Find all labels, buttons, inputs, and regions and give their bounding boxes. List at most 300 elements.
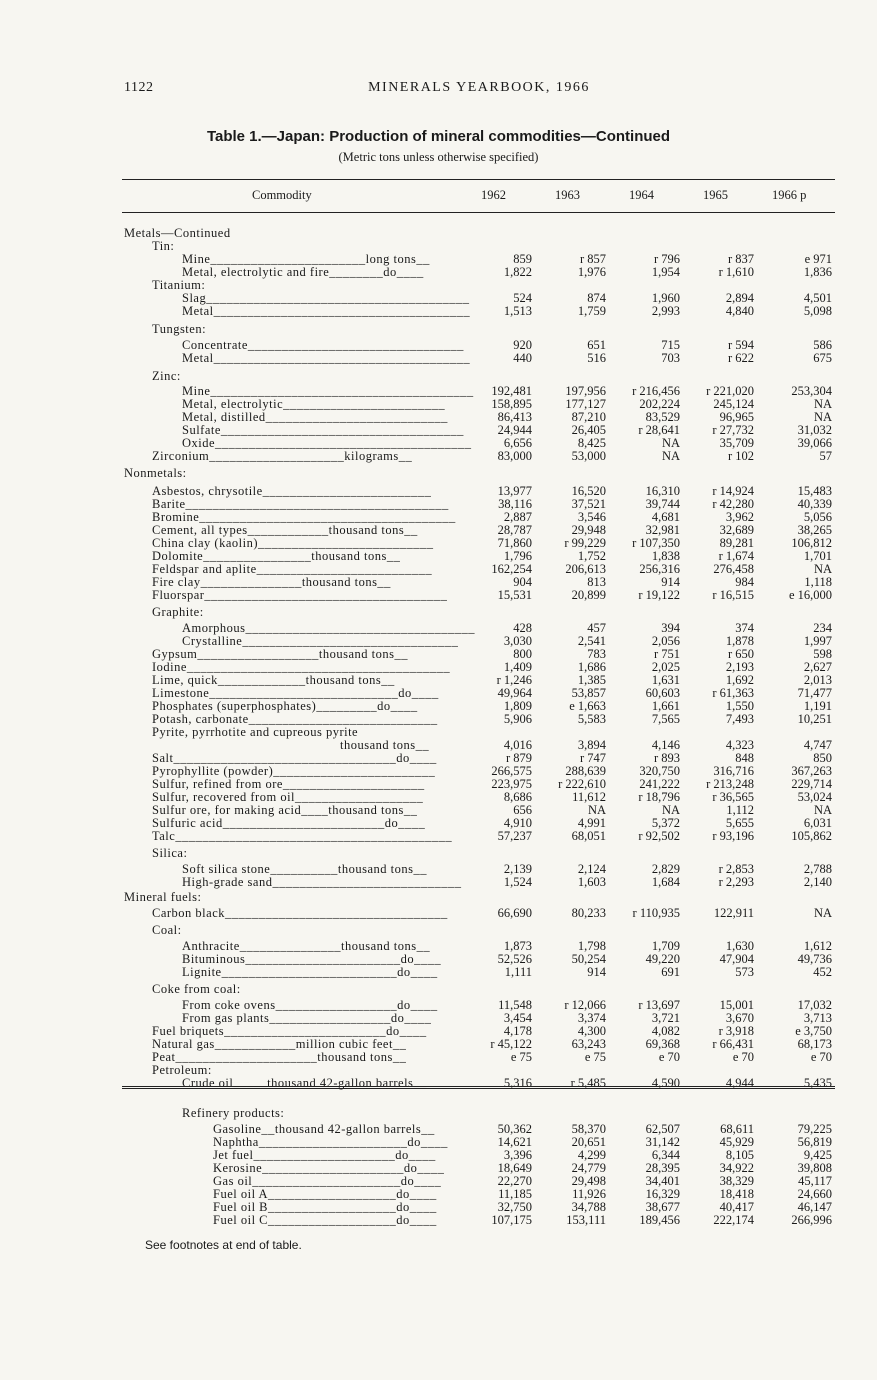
row-label: Gas oil______________________do____ (213, 1174, 442, 1188)
cell-1962: 50,362 (497, 1122, 532, 1136)
cell-1963: 1,976 (577, 265, 606, 279)
cell-1962: 4,178 (503, 1024, 532, 1038)
cell-1966p: 4,747 (803, 738, 832, 752)
cell-1963: 651 (587, 338, 606, 352)
cell-1962: 800 (513, 647, 532, 661)
cell-1963: 1,385 (577, 673, 606, 687)
section-heading-row (0, 323, 877, 336)
cell-1965: 1,550 (725, 699, 754, 713)
row-label: Refinery products: (182, 1106, 285, 1120)
section-heading-row (0, 606, 877, 619)
cell-1966p: 46,147 (797, 1200, 832, 1214)
cell-1965: r 213,248 (706, 777, 754, 791)
cell-1962: 920 (513, 338, 532, 352)
row-label: Nonmetals: (124, 466, 187, 480)
cell-1965: 45,929 (719, 1135, 754, 1149)
row-label: Potash, carbonate____________________________ (152, 712, 438, 726)
cell-1962: 107,175 (491, 1213, 532, 1227)
cell-1964: 715 (661, 338, 680, 352)
row-label: Carbon black_________________________________ (152, 906, 448, 920)
cell-1962: 86,413 (497, 410, 532, 424)
cell-1963: 63,243 (571, 1037, 606, 1051)
cell-1965: r 622 (727, 351, 754, 365)
cell-1966p: NA (813, 397, 832, 411)
cell-1964: 3,721 (651, 1011, 680, 1025)
page-number: 1122 (124, 80, 154, 95)
row-label: Fuel briquets________________________do____ (152, 1024, 427, 1038)
cell-1962: 4,910 (503, 816, 532, 830)
cell-1963: e 75 (584, 1050, 606, 1064)
cell-1966p: 1,836 (803, 265, 832, 279)
cell-1964: 4,590 (651, 1076, 680, 1090)
section-heading-row (0, 924, 877, 937)
cell-1966p: 1,191 (803, 699, 832, 713)
cell-1964: 62,507 (645, 1122, 680, 1136)
cell-1963: 1,798 (577, 939, 606, 953)
cell-1966p: 15,483 (797, 484, 832, 498)
cell-1966p: 5,435 (803, 1076, 832, 1090)
row-label: Kerosine_____________________do____ (213, 1161, 445, 1175)
row-label: Sulfur, recovered from oil___________________ (152, 790, 424, 804)
cell-1962: 2,887 (503, 510, 532, 524)
row-label: Crystalline________________________________ (182, 634, 459, 648)
row-label: Jet fuel_____________________do____ (213, 1148, 436, 1162)
cell-1963: 1,686 (577, 660, 606, 674)
cell-1966p: 39,066 (797, 436, 832, 450)
cell-1964: 2,025 (651, 660, 680, 674)
row-label: Metal, electrolytic________________________ (182, 397, 446, 411)
cell-1966p: 56,819 (797, 1135, 832, 1149)
cell-1964: 7,565 (651, 712, 680, 726)
cell-1962: 38,116 (498, 497, 532, 511)
cell-1965: r 594 (727, 338, 754, 352)
cell-1963: 288,639 (565, 764, 606, 778)
row-label: Anthracite_______________thousand tons__ (182, 939, 431, 953)
row-label: Zinc: (152, 369, 181, 383)
row-label: Mineral fuels: (124, 890, 202, 904)
cell-1962: 5,906 (503, 712, 532, 726)
cell-1965: 245,124 (713, 397, 754, 411)
cell-1966p: 24,660 (797, 1187, 832, 1201)
cell-1965: 1,878 (725, 634, 754, 648)
cell-1966p: NA (813, 410, 832, 424)
row-label: Oxide______________________________________ (182, 436, 472, 450)
cell-1965: r 16,515 (712, 588, 754, 602)
cell-1964: NA (661, 449, 680, 463)
cell-1965: 96,965 (719, 410, 754, 424)
cell-1962: 192,481 (491, 384, 532, 398)
row-label: Soft silica stone__________thousand tons__ (182, 862, 427, 876)
cell-1965: r 93,196 (712, 829, 754, 843)
cell-1963: 516 (587, 351, 606, 365)
cell-1962: 6,656 (503, 436, 532, 450)
cell-1965: r 102 (727, 449, 754, 463)
cell-1963: 783 (587, 647, 606, 661)
column-header-1963: 1963 (555, 188, 580, 202)
cell-1963: r 5,485 (570, 1076, 606, 1090)
cell-1963: 197,956 (565, 384, 606, 398)
cell-1963: 16,520 (571, 484, 606, 498)
cell-1965: r 837 (727, 252, 754, 266)
cell-1963: 2,124 (577, 862, 606, 876)
cell-1962: 656 (513, 803, 532, 817)
cell-1964: 39,744 (645, 497, 680, 511)
cell-1962: 440 (513, 351, 532, 365)
cell-1964: 1,960 (651, 291, 680, 305)
row-label: Sulfur, refined from ore_____________________ (152, 777, 425, 791)
cell-1963: 813 (587, 575, 606, 589)
row-label: From coke ovens__________________do____ (182, 998, 438, 1012)
section-heading-row (0, 370, 877, 383)
cell-1966p: 2,140 (803, 875, 832, 889)
row-label: Lignite__________________________do____ (182, 965, 438, 979)
cell-1964: 394 (661, 621, 680, 635)
cell-1966p: 38,265 (797, 523, 832, 537)
table-title: Table 1.—Japan: Production of mineral commodities—Continued (206, 128, 671, 145)
cell-1962: 1,873 (503, 939, 532, 953)
cell-1965: 1,112 (726, 803, 754, 817)
cell-1966p: 234 (813, 621, 832, 635)
cell-1963: 3,374 (577, 1011, 606, 1025)
cell-1966p: 49,736 (797, 952, 832, 966)
cell-1964: 914 (661, 575, 680, 589)
cell-1964: 691 (661, 965, 680, 979)
cell-1965: 316,716 (713, 764, 754, 778)
cell-1966p: 57 (819, 449, 832, 463)
cell-1963: r 12,066 (564, 998, 606, 1012)
cell-1963: NA (587, 803, 606, 817)
cell-1965: r 27,732 (712, 423, 754, 437)
cell-1963: 87,210 (571, 410, 606, 424)
cell-1963: 11,926 (572, 1187, 606, 1201)
table-row (0, 876, 877, 889)
cell-1962: 28,787 (497, 523, 532, 537)
cell-1965: 38,329 (719, 1174, 754, 1188)
cell-1965: r 66,431 (712, 1037, 754, 1051)
cell-1966p: 10,251 (797, 712, 832, 726)
cell-1963: r 222,610 (558, 777, 606, 791)
table-row (0, 450, 877, 463)
cell-1966p: 598 (813, 647, 832, 661)
cell-1966p: 6,031 (803, 816, 832, 830)
cell-1965: r 650 (727, 647, 754, 661)
cell-1963: 206,613 (565, 562, 606, 576)
cell-1963: 53,857 (571, 686, 606, 700)
row-label: Bromine______________________________________ (152, 510, 456, 524)
row-label: Gasoline__thousand 42-gallon barrels__ (213, 1122, 435, 1136)
cell-1962: 223,975 (491, 777, 532, 791)
cell-1963: 20,899 (571, 588, 606, 602)
row-label: Zirconium____________________kilograms__ (152, 449, 413, 463)
cell-1963: 68,051 (571, 829, 606, 843)
row-label: Asbestos, chrysotile_________________________ (152, 484, 432, 498)
cell-1964: 2,829 (651, 862, 680, 876)
cell-1966p: 39,808 (797, 1161, 832, 1175)
row-label: Fire clay_______________thousand tons__ (152, 575, 391, 589)
cell-1965: 32,689 (719, 523, 754, 537)
cell-1966p: e 971 (804, 252, 832, 266)
cell-1964: 38,677 (645, 1200, 680, 1214)
cell-1964: 1,661 (651, 699, 680, 713)
footnote: See footnotes at end of table. (145, 1238, 302, 1252)
cell-1963: 4,991 (577, 816, 606, 830)
row-label: Salt_________________________________do____ (152, 751, 437, 765)
row-label: Amorphous__________________________________ (182, 621, 476, 635)
cell-1962: 266,575 (491, 764, 532, 778)
cell-1964: r 796 (653, 252, 680, 266)
cell-1966p: NA (813, 906, 832, 920)
row-label: Metals—Continued (124, 226, 231, 240)
cell-1964: 34,401 (645, 1174, 680, 1188)
cell-1963: r 857 (579, 252, 606, 266)
cell-1964: 4,146 (651, 738, 680, 752)
row-label: China clay (kaolin)__________________________ (152, 536, 434, 550)
section-heading-row (0, 1107, 877, 1120)
row-label: Metal, electrolytic and fire________do____ (182, 265, 424, 279)
cell-1965: 3,670 (725, 1011, 754, 1025)
cell-1965: 276,458 (713, 562, 754, 576)
cell-1966p: 850 (813, 751, 832, 765)
row-label: Tungsten: (152, 322, 207, 336)
row-label: Talc_________________________________________ (152, 829, 453, 843)
cell-1965: 35,709 (719, 436, 754, 450)
cell-1966p: 79,225 (797, 1122, 832, 1136)
row-label: Dolomite________________thousand tons__ (152, 549, 401, 563)
cell-1964: 2,056 (651, 634, 680, 648)
cell-1965: 3,962 (725, 510, 754, 524)
cell-1962: 11,548 (498, 998, 532, 1012)
cell-1963: 8,425 (577, 436, 606, 450)
table-row (0, 589, 877, 602)
cell-1963: 29,948 (571, 523, 606, 537)
cell-1962: e 75 (510, 1050, 532, 1064)
cell-1966p: 1,997 (803, 634, 832, 648)
cell-1964: 2,993 (651, 304, 680, 318)
cell-1964: r 751 (653, 647, 680, 661)
cell-1963: 29,498 (571, 1174, 606, 1188)
table-row (0, 266, 877, 279)
cell-1963: 3,546 (577, 510, 606, 524)
cell-1965: 2,193 (725, 660, 754, 674)
cell-1966p: NA (813, 562, 832, 576)
cell-1963: 3,894 (577, 738, 606, 752)
cell-1966p: 9,425 (803, 1148, 832, 1162)
cell-1966p: 68,173 (797, 1037, 832, 1051)
cell-1964: 256,316 (639, 562, 680, 576)
cell-1965: 1,630 (725, 939, 754, 953)
cell-1963: 874 (587, 291, 606, 305)
cell-1964: r 28,641 (638, 423, 680, 437)
cell-1964: r 19,122 (638, 588, 680, 602)
row-label: From gas plants__________________do____ (182, 1011, 432, 1025)
cell-1966p: 229,714 (791, 777, 832, 791)
cell-1963: 4,299 (577, 1148, 606, 1162)
cell-1963: 24,779 (571, 1161, 606, 1175)
row-label: Fuel oil C___________________do____ (213, 1213, 437, 1227)
cell-1962: 83,000 (497, 449, 532, 463)
row-label: High-grade sand____________________________ (182, 875, 462, 889)
cell-1963: 914 (587, 965, 606, 979)
column-header-1966p: 1966 p (772, 188, 807, 202)
table-row (0, 830, 877, 843)
cell-1964: r 18,796 (638, 790, 680, 804)
cell-1965: 374 (735, 621, 754, 635)
cell-1964: NA (661, 803, 680, 817)
cell-1962: 2,139 (503, 862, 532, 876)
cell-1962: 1,409 (503, 660, 532, 674)
cell-1965: r 1,610 (718, 265, 754, 279)
cell-1964: 1,631 (651, 673, 680, 687)
cell-1963: 11,612 (572, 790, 606, 804)
cell-1962: 18,649 (497, 1161, 532, 1175)
cell-1964: 16,310 (645, 484, 680, 498)
cell-1965: 8,105 (725, 1148, 754, 1162)
cell-1966p: 5,056 (803, 510, 832, 524)
cell-1965: 34,922 (719, 1161, 754, 1175)
cell-1965: r 42,280 (712, 497, 754, 511)
cell-1962: 524 (513, 291, 532, 305)
cell-1962: 15,531 (497, 588, 532, 602)
cell-1964: r 110,935 (632, 906, 680, 920)
cell-1964: 16,329 (645, 1187, 680, 1201)
cell-1964: e 70 (658, 1050, 680, 1064)
cell-1962: 1,822 (503, 265, 532, 279)
cell-1962: 5,316 (503, 1076, 532, 1090)
cell-1963: 80,233 (571, 906, 606, 920)
cell-1962: 14,621 (497, 1135, 532, 1149)
row-label: Bituminous_______________________do____ (182, 952, 442, 966)
cell-1966p: 31,032 (797, 423, 832, 437)
cell-1966p: 53,024 (797, 790, 832, 804)
cell-1966p: 586 (813, 338, 832, 352)
cell-1965: 122,911 (713, 906, 754, 920)
cell-1966p: 2,627 (803, 660, 832, 674)
cell-1966p: 17,032 (797, 998, 832, 1012)
cell-1964: 5,372 (651, 816, 680, 830)
row-label: Cement, all types____________thousand tons__ (152, 523, 418, 537)
cell-1963: 1,603 (577, 875, 606, 889)
table-top-rule (122, 179, 835, 180)
cell-1963: 53,000 (571, 449, 606, 463)
cell-1965: 89,281 (719, 536, 754, 550)
cell-1963: 34,788 (571, 1200, 606, 1214)
cell-1962: 1,513 (503, 304, 532, 318)
cell-1965: 15,001 (719, 998, 754, 1012)
cell-1963: 26,405 (571, 423, 606, 437)
table-row (0, 1051, 877, 1064)
row-label: Coal: (152, 923, 182, 937)
cell-1966p: 253,304 (791, 384, 832, 398)
cell-1965: 2,894 (725, 291, 754, 305)
cell-1962: 428 (513, 621, 532, 635)
table-row (0, 1214, 877, 1227)
column-header-commodity: Commodity (252, 188, 312, 202)
row-label: Crude oil_____thousand 42-gallon barrels__ (182, 1076, 427, 1090)
section-heading-row (0, 227, 877, 240)
cell-1965: 40,417 (719, 1200, 754, 1214)
cell-1963: e 1,663 (569, 699, 606, 713)
row-label: Naphtha______________________do____ (213, 1135, 448, 1149)
cell-1963: 2,541 (577, 634, 606, 648)
cell-1962: 22,270 (497, 1174, 532, 1188)
row-label: Phosphates (superphosphates)_________do____ (152, 699, 418, 713)
cell-1965: 222,174 (713, 1213, 754, 1227)
cell-1964: 32,981 (645, 523, 680, 537)
row-label: Coke from coal: (152, 982, 241, 996)
row-label: Natural gas____________million cubic feet__ (152, 1037, 407, 1051)
cell-1962: 1,809 (503, 699, 532, 713)
cell-1964: 49,220 (645, 952, 680, 966)
cell-1966p: 1,701 (803, 549, 832, 563)
cell-1965: e 70 (732, 1050, 754, 1064)
table-row (0, 352, 877, 365)
row-label: Mine_______________________________________ (182, 384, 474, 398)
cell-1962: 11,185 (498, 1187, 532, 1201)
cell-1964: 241,222 (639, 777, 680, 791)
cell-1965: 984 (735, 575, 754, 589)
cell-1962: 66,690 (497, 906, 532, 920)
cell-1963: r 747 (579, 751, 606, 765)
row-label: Metal______________________________________ (182, 304, 471, 318)
row-label: Sulfate____________________________________ (182, 423, 464, 437)
cell-1963: 5,583 (577, 712, 606, 726)
cell-1964: 6,344 (651, 1148, 680, 1162)
cell-1966p: e 70 (810, 1050, 832, 1064)
cell-1963: 58,370 (571, 1122, 606, 1136)
cell-1966p: 2,013 (803, 673, 832, 687)
cell-1962: 71,860 (497, 536, 532, 550)
table-row (0, 966, 877, 979)
cell-1962: 162,254 (491, 562, 532, 576)
cell-1966p: 452 (813, 965, 832, 979)
cell-1963: 37,521 (571, 497, 606, 511)
cell-1962: 24,944 (497, 423, 532, 437)
row-label: Metal, distilled___________________________ (182, 410, 448, 424)
cell-1966p: e 16,000 (788, 588, 832, 602)
cell-1962: 13,977 (497, 484, 532, 498)
cell-1963: 153,111 (566, 1213, 606, 1227)
row-label: Sulfur ore, for making acid____thousand tons__ (152, 803, 418, 817)
row-label: Pyrophyllite (powder)________________________ (152, 764, 436, 778)
row-label: Fluorspar____________________________________ (152, 588, 448, 602)
row-label: Feldspar and aplite__________________________ (152, 562, 433, 576)
cell-1965: 573 (735, 965, 754, 979)
column-header-1962: 1962 (481, 188, 506, 202)
cell-1962: r 45,122 (490, 1037, 532, 1051)
row-label: Petroleum: (152, 1063, 212, 1077)
row-label: Limestone____________________________do____ (152, 686, 439, 700)
cell-1966p: e 3,750 (795, 1024, 832, 1038)
cell-1965: r 36,565 (712, 790, 754, 804)
cell-1966p: 106,812 (791, 536, 832, 550)
section-heading-row (0, 891, 877, 904)
cell-1963: 457 (587, 621, 606, 635)
cell-1966p: 3,713 (803, 1011, 832, 1025)
cell-1965: 18,418 (719, 1187, 754, 1201)
cell-1964: 83,529 (645, 410, 680, 424)
row-label: Tin: (152, 239, 175, 253)
cell-1966p: NA (813, 803, 832, 817)
cell-1964: 1,684 (651, 875, 680, 889)
section-heading-row (0, 847, 877, 860)
row-label: Pyrite, pyrrhotite and cupreous pyrite (152, 725, 359, 739)
cell-1962: 1,111 (504, 965, 532, 979)
cell-1966p: 1,612 (803, 939, 832, 953)
cell-1965: r 2,853 (718, 862, 754, 876)
cell-1966p: 4,501 (803, 291, 832, 305)
row-label: Slag_______________________________________ (182, 291, 470, 305)
cell-1964: r 893 (653, 751, 680, 765)
